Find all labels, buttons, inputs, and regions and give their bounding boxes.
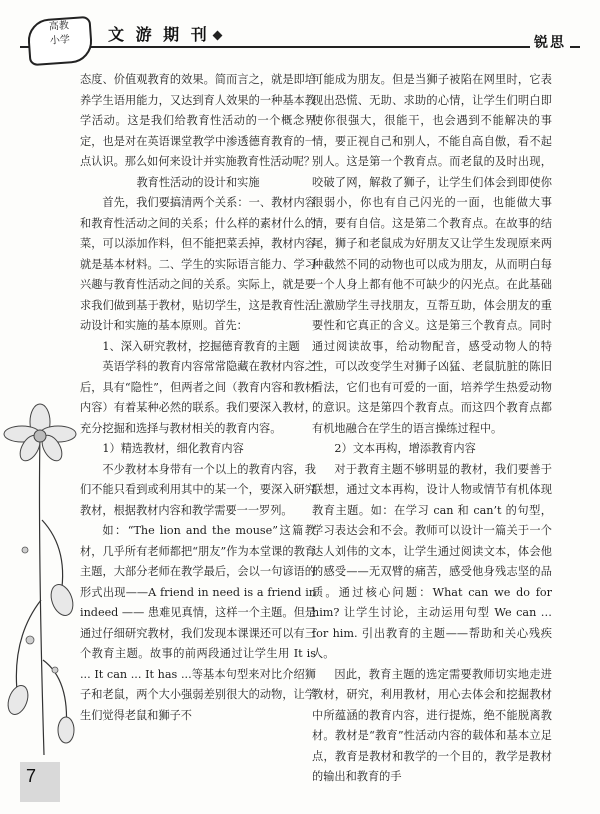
paragraph: 因此，教育主题的选定需要教师切实地走进教材，研究，利用教材，用心去体会和挖掘教材中所蕴涵的教育内容，进行提炼，绝不能脱离教材。教材是“教育”性活动内容的载体和基本立足点，教育是教材和教学的一个目的，教学是教材的输出和教育的手 bbox=[312, 667, 552, 783]
magazine-title-text: 文 游 期 刊 bbox=[108, 25, 210, 44]
paragraph: 可能成为朋友。但是当狮子被陷在网里时，它表现出恐慌、无助、求助的心情，让学生们明白即使你很强大，很能干，也会遇到不能解决的事情，要正视自己和别人，不能自高自傲，看不起别人。这是第一个教育点。而老鼠的及时出现，咬破了网，解救了狮子，让学生们体会到即使你很弱小，你也有自己闪光的一面，也能做大事情，要有自信。这是第二个教育点。在故事的结尾，狮子和老鼠成为好朋友又让学生发现原来两种截然不同的动物也可以成为朋友，从而明白每一个人身上都有他不可缺少的闪光点。在此基础上激励学生寻找朋友，互帮互助，体会朋友的重要性和它真正的含义。这是第三个教育点。同时通过阅读故事，给动物配音，感受动物人的特性，可以改变学生对狮子凶猛、老鼠肮脏的陈旧看法，它们也有可爱的一面，培养学生热爱动物的意识。这是第四个教育点。而这四个教育点都有机地融合在学生的语言操练过程中。 bbox=[312, 73, 552, 435]
page-number-box bbox=[20, 762, 60, 802]
right-column bbox=[312, 70, 552, 788]
paragraph: 如：“The lion and the mouse”这篇教材，几乎所有老师都把“朋友”作为本堂课的教育主题，大部分老师在教学最后，会以一句谚语的形式出现——A friend in need is a friend in indeed —— 患难见真情，这样一个主题。但是通过仔细研究教材，我们发现本课课还可以有三个教育主题。故事的前两段通过让学生用 It is ... It can ... It has ...等基本句型来对比介绍狮子和老鼠，两个大小强弱差别很大的动物，让学生们觉得老鼠和狮子不 bbox=[80, 524, 316, 722]
left-column bbox=[80, 70, 316, 726]
paragraph: 首先，我们要搞清两个关系：一、教材内容和教育性活动之间的关系；什么样的素材什么的菜，可以添加作料，但不能把菜丢掉，教材内容就是基本材料。二、学生的实际语言能力、学习兴趣与教育性活动之间的关系。实际上，就是要求我们做到基于教材，贴切学生，这是教育性活动设计和实施的基本原则。首先： bbox=[80, 196, 316, 332]
paragraph: 态度、价值观教育的效果。简而言之，就是即培养学生语用能力，又达到育人效果的一种基本教学活动。这是我们给教育性活动的一个概念界定，也是对在英语课堂教学中渗透德育教育的一点认识。那么如何来设计并实施教育性活动呢？ bbox=[80, 73, 316, 168]
logo-line-1: 高教 bbox=[48, 20, 70, 33]
magazine-logo bbox=[26, 16, 93, 66]
paragraph: 英语学科的教育内容常常隐藏在教材内容之后，具有“隐性”，但两者之间（教育内容和教材内容）有着某种必然的联系。我们要深入教材，充分挖掘和选择与教材相关的教育内容。 bbox=[80, 360, 316, 435]
logo-line-2: 小学 bbox=[49, 34, 71, 47]
magazine-header bbox=[0, 18, 600, 62]
magazine-title bbox=[102, 22, 227, 45]
page-number: 7 bbox=[26, 766, 37, 786]
paragraph: 1、深入研究教材，挖掘德育教育的主题 bbox=[102, 339, 300, 353]
paragraph: 不少教材本身带有一个以上的教育内容，我们不能只看到或利用其中的某一个，要深入研究教材，根据教材内容和教学需要一一罗列。 bbox=[80, 462, 316, 517]
flower-decoration-icon bbox=[0, 400, 80, 760]
diamond-icon bbox=[212, 31, 222, 41]
section-title: 锐思 bbox=[530, 32, 570, 52]
paragraph: 1）精选教材，细化教育内容 bbox=[102, 442, 244, 455]
paragraph: 2）文本再构，增添教育内容 bbox=[334, 442, 476, 455]
paragraph: 对于教育主题不够明显的教材，我们要善于联想，通过文本再构，设计人物或情节有机体现教育主题。如：在学习 can 和 can’t 的句型，学习表达会和不会。教师可以设计一篇关于一个达人刘伟的文本，让学生通过阅读文本，体会他的感受——无双臂的痛苦，感受他身残志坚的品质。通过核心问题：What can we do for him? 让学生讨论，主动运用句型 We can … for him. 引出教育的主题——帮助和关心残疾人。 bbox=[312, 462, 552, 660]
paragraph: 教育性活动的设计和实施 bbox=[136, 175, 260, 189]
header-rule bbox=[20, 46, 580, 48]
